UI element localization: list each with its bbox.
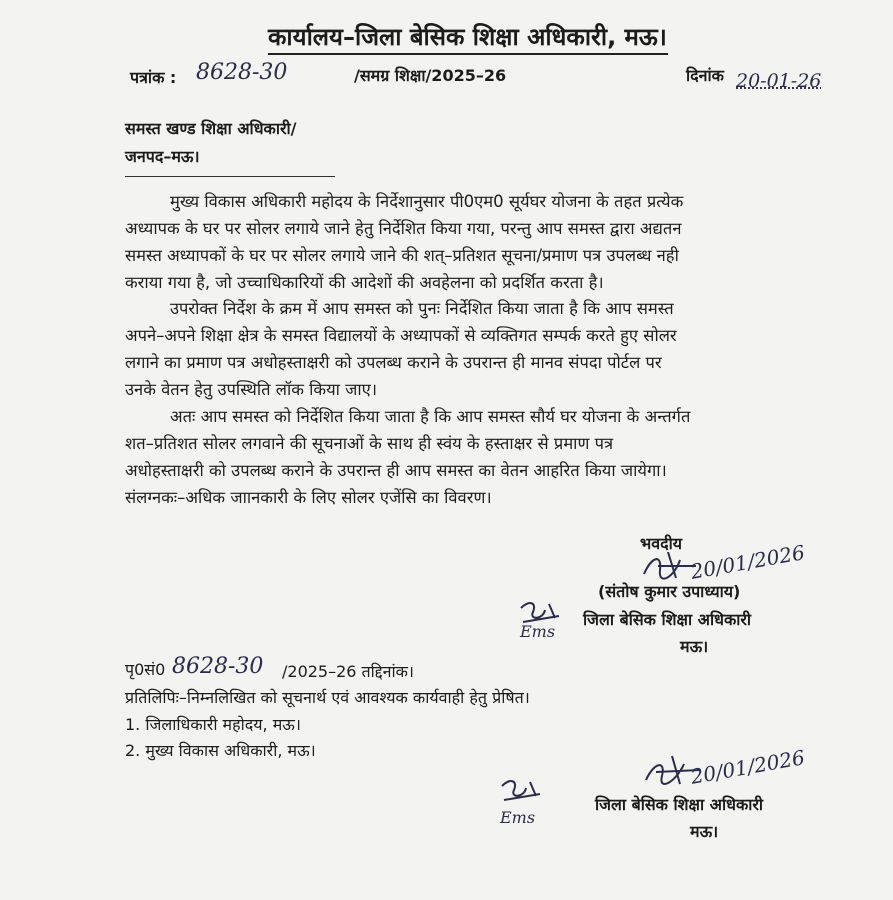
copy-initials-text: Ems <box>500 808 536 827</box>
paragraph-2-line: लगाने का प्रमाण पत्र अधोहस्ताक्षरी को उपलब्ध कराने के उपरान्त ही मानव संपदा पोर्टल पर <box>125 353 662 372</box>
signatory-name: (संतोष कुमार उपाध्याय) <box>598 582 741 601</box>
closing-bhavdiya: भवदीय <box>640 534 683 553</box>
enclosure-line: संलग्नकः–अधिक जाानकारी के लिए सोलर एजेंसि का विवरण। <box>125 488 492 507</box>
letter-reference: /समग्र शिक्षा/2025–26 <box>354 66 507 85</box>
letter-number-handwritten: 8628-30 <box>196 60 288 85</box>
paragraph-1-line: अध्यापक के घर पर सोलर लगाये जाने हेतु निर्देशित किया गया, परन्तु आप समस्त द्वारा अद्यतन <box>125 219 682 238</box>
copy-item-1: 1. जिलाधिकारी महोदय, मऊ। <box>125 715 301 734</box>
paragraph-1-line: मुख्य विकास अधिकारी महोदय के निर्देशानुसार पी0एम0 सूर्यघर योजना के तहत प्रत्येक <box>170 192 684 211</box>
copy-ref-rest: /2025–26 तद्दिनांक। <box>282 662 414 681</box>
paragraph-3-line: शत–प्रतिशत सोलर लगवाने की सूचनाओं के साथ ही स्वंय के हस्ताक्षर से प्रमाण पत्र <box>125 434 614 453</box>
paragraph-2-line: अपने–अपने शिक्षा क्षेत्र के समस्त विद्यालयों के अध्यापकों से व्यक्तिगत सम्पर्क करते हुए सोलर <box>125 326 677 345</box>
title-underline <box>268 53 668 55</box>
recipient-line-1: समस्त खण्ड शिक्षा अधिकारी/ <box>125 119 297 138</box>
office-title: कार्यालय–जिला बेसिक शिक्षा अधिकारी, मऊ। <box>268 23 667 51</box>
paragraph-2-line: उपरोक्त निर्देश के क्रम में आप समस्त को पुनः निर्देशित किया जाता है कि आप समस्त <box>170 299 674 318</box>
signatory-place: मऊ। <box>680 637 709 656</box>
letter-number-label: पत्रांक : <box>130 68 177 87</box>
recipient-divider <box>125 176 335 177</box>
paragraph-1-line: कराया गया है, जो उच्चाधिकारियों की आदेशों की अवहेलना को प्रदर्शित करता है। <box>125 273 604 292</box>
paragraph-3-line: अधोहस्ताक्षरी को उपलब्ध कराने के उपरान्त ही आप समस्त का वेतन आहरित किया जायेगा। <box>125 461 667 480</box>
paragraph-1 <box>125 188 820 296</box>
paragraph-2-line: उनके वेतन हेतु उपस्थिति लॉक किया जाए। <box>125 380 378 399</box>
copy-signature-date-handwritten: 20/01/2026 <box>688 745 807 789</box>
copy-designation: जिला बेसिक शिक्षा अधिकारी <box>595 795 764 814</box>
copy-item-2: 2. मुख्य विकास अधिकारी, मऊ। <box>125 741 316 760</box>
date-handwritten: 20-01-26 <box>736 70 822 92</box>
copy-intro: प्रतिलिपिः–निम्नलिखित को सूचनार्थ एवं आवश्यक कार्यवाही हेतु प्रेषित। <box>125 688 530 707</box>
copy-ref-label: पृ0सं0 <box>125 660 166 679</box>
recipient-line-2: जनपद–मऊ। <box>125 147 200 166</box>
initials-text: Ems <box>520 622 556 641</box>
date-label: दिनांक <box>686 66 724 85</box>
copy-place: मऊ। <box>690 822 719 841</box>
paragraph-2 <box>125 295 820 403</box>
signatory-designation: जिला बेसिक शिक्षा अधिकारी <box>583 610 752 629</box>
paragraph-3-line: अतः आप समस्त को निर्देशित किया जाता है कि आप समस्त सौर्य घर योजना के अन्तर्गत <box>170 407 691 426</box>
signature-date-handwritten: 20/01/2026 <box>688 540 807 584</box>
paragraph-1-line: समस्त अध्यापकों के घर पर सोलर लगाये जाने की शत्–प्रतिशत सूचना/प्रमाण पत्र उपलब्ध नही <box>125 246 679 265</box>
paragraph-3 <box>125 403 820 511</box>
copy-ref-handwritten: 8628-30 <box>172 654 264 679</box>
